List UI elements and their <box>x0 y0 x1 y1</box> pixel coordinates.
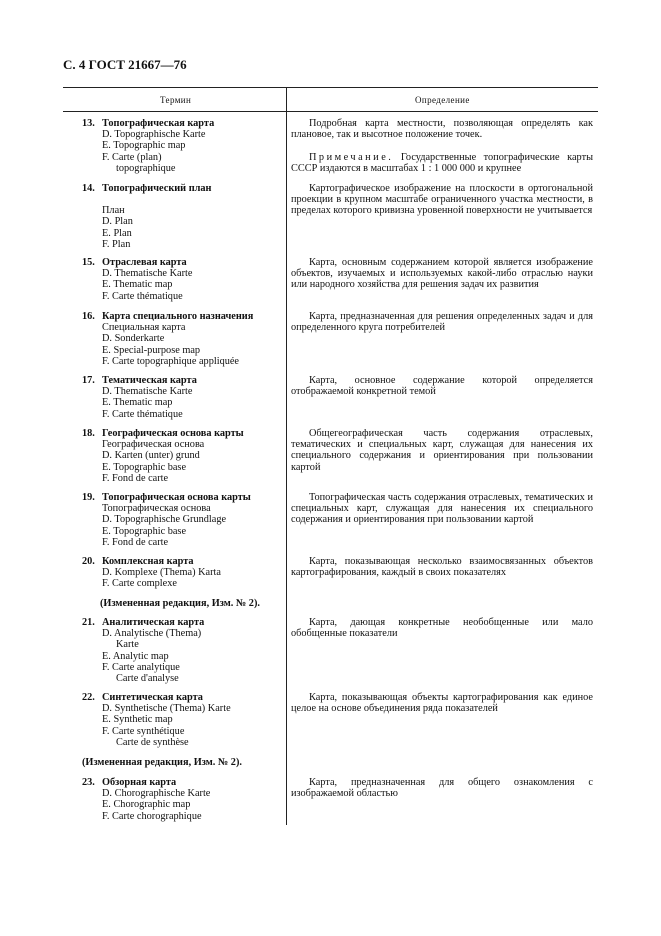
term-translation: D. Komplexe (Thema) Karta <box>102 567 221 579</box>
definition-13: Подробная карта местности, позволяющая определять как плановое, так и высотное положение точек. <box>291 118 593 141</box>
term-translation: D. Synthetische (Thema) Karte <box>102 703 231 715</box>
definition-17: Карта, основное содержание которой определяется отображаемой конкретной темой <box>291 375 593 398</box>
term-translation: E. Analytic map <box>102 650 169 662</box>
term-translation: F. Carte complexe <box>102 578 177 590</box>
term-number: 14. <box>82 183 95 194</box>
definition-15: Карта, основным содержанием которой является изображение объектов, изучаемых и используемых какой-либо отраслью науки или народного хозяйства для решения задач их развития <box>291 257 593 291</box>
term-number: 13. <box>82 118 95 129</box>
term-number: 22. <box>82 692 95 703</box>
term-translation: F. Carte thématique <box>102 290 183 302</box>
amendment-note-1: (Измененная редакция, Изм. № 2). <box>100 598 260 609</box>
term-translation: E. Chorographic map <box>102 799 191 811</box>
term-translation: F. Carte analytique <box>102 661 180 673</box>
term-entry-17 <box>82 375 282 420</box>
term-translation: E. Thematic map <box>102 397 173 409</box>
term-title: Топографический план <box>102 183 212 194</box>
term-translation: F. Carte chorographique <box>102 810 202 822</box>
term-number: 15. <box>82 257 95 268</box>
table-top-rule <box>63 87 598 88</box>
term-title: Комплексная карта <box>102 556 194 567</box>
term-entry-19 <box>82 492 282 548</box>
term-number: 20. <box>82 556 95 567</box>
term-translation: D. Thematische Karte <box>102 386 193 398</box>
term-translation: F. Plan <box>102 238 131 250</box>
definition-20: Карта, показывающая несколько взаимосвязанных объектов картографирования, каждый в своих показателях <box>291 556 593 579</box>
definition-18: Общегеографическая часть содержания отраслевых, тематических и специальных карт, служащая для нанесения их специального содержания и ориентирования при пользовании картой <box>291 428 593 473</box>
term-translation-cont: Karte <box>116 639 139 651</box>
term-translation: D. Thematische Karte <box>102 268 193 280</box>
table-header-rule <box>63 111 598 112</box>
definition-16: Карта, предназначенная для решения определенных задач и для определенного круга потребителей <box>291 311 593 334</box>
definition-14: Картографическое изображение на плоскости в ортогональной проекции в крупном масштабе ограниченного участка местности, в пределах которого кривизна уровенной поверхности не учитывается <box>291 183 593 217</box>
term-number: 18. <box>82 428 95 439</box>
term-entry-16 <box>82 311 282 367</box>
term-translation: D. Chorographische Karte <box>102 788 211 800</box>
term-translation: F. Carte thématique <box>102 408 183 420</box>
term-entry-21 <box>82 617 282 684</box>
term-title: Топографическая основа карты <box>102 492 251 503</box>
term-translation: F. Carte topographique appliquée <box>102 355 240 367</box>
term-translation: F. Carte synthétique <box>102 725 185 737</box>
page-header: С. 4 ГОСТ 21667—76 <box>63 57 187 72</box>
term-entry-14 <box>82 183 282 250</box>
term-number: 17. <box>82 375 95 386</box>
term-translation: D. Karten (unter) grund <box>102 450 200 462</box>
term-translation-cont: Carte de synthèse <box>116 736 189 748</box>
term-number: 16. <box>82 311 95 322</box>
term-title: Карта специального назначения <box>102 311 254 322</box>
term-number: 21. <box>82 617 95 628</box>
term-entry-22 <box>82 692 282 748</box>
term-translation: D. Topographische Grundlage <box>102 514 227 526</box>
note-text: Государственные топографические карты СССР издаются в масштабах 1 : 1 000 000 и крупнее <box>291 152 593 175</box>
term-entry-18 <box>82 428 282 484</box>
term-entry-20 <box>82 556 282 590</box>
term-title: Синтетическая карта <box>102 692 203 703</box>
term-translation: D. Sonderkarte <box>102 333 165 345</box>
term-translation: E. Plan <box>102 227 132 239</box>
term-number: 19. <box>82 492 95 503</box>
term-title: Топографическая карта <box>102 118 215 129</box>
definition-13-note <box>291 152 593 174</box>
definition-19: Топографическая часть содержания отраслевых, тематических и специальных карт, служащая для нанесения их специального содержания и ориентирования при пользовании картой <box>291 492 593 526</box>
term-title: Отраслевая карта <box>102 257 187 268</box>
term-synonym: Географическая основа <box>102 439 205 451</box>
term-translation: E. Synthetic map <box>102 714 173 726</box>
term-title: Обзорная карта <box>102 777 177 788</box>
term-title: Географическая основа карты <box>102 428 244 439</box>
term-entry-23 <box>82 777 282 822</box>
term-number: 23. <box>82 777 95 788</box>
amendment-note-2: (Измененная редакция, Изм. № 2). <box>82 757 242 768</box>
term-title: Тематическая карта <box>102 375 197 386</box>
term-entry-15 <box>82 257 282 302</box>
note-label: Примечание. <box>309 152 394 163</box>
term-synonym: Специальная карта <box>102 322 186 334</box>
term-translation-cont: topographique <box>116 162 176 174</box>
term-translation: F. Fond de carte <box>102 472 169 484</box>
term-translation-cont: Carte d'analyse <box>116 673 179 685</box>
term-translation: D. Analytische (Thema) <box>102 628 202 640</box>
term-synonym: План <box>102 205 125 217</box>
definition-22: Карта, показывающая объекты картографирования как единое целое на основе объединения ряда показателей <box>291 692 593 715</box>
term-translation: E. Topographic base <box>102 525 187 537</box>
term-translation: D. Plan <box>102 216 133 228</box>
term-translation: E. Thematic map <box>102 279 173 291</box>
term-synonym: Топографическая основа <box>102 503 211 515</box>
term-entry-13 <box>82 118 282 174</box>
definition-21: Карта, дающая конкретные необобщенные или мало обобщенные показатели <box>291 617 593 640</box>
column-header-term: Термин <box>160 95 192 105</box>
term-translation: F. Carte (plan) <box>102 151 162 163</box>
column-header-definition: Определение <box>415 95 470 105</box>
term-translation: E. Topographic base <box>102 461 187 473</box>
term-translation: D. Topographische Karte <box>102 129 206 141</box>
term-translation: E. Topographic map <box>102 140 186 152</box>
term-translation: E. Special-purpose map <box>102 344 201 356</box>
term-title: Аналитическая карта <box>102 617 205 628</box>
term-translation: F. Fond de carte <box>102 536 169 548</box>
definition-23: Карта, предназначенная для общего ознакомления с изображаемой областью <box>291 777 593 800</box>
column-divider <box>286 87 287 825</box>
